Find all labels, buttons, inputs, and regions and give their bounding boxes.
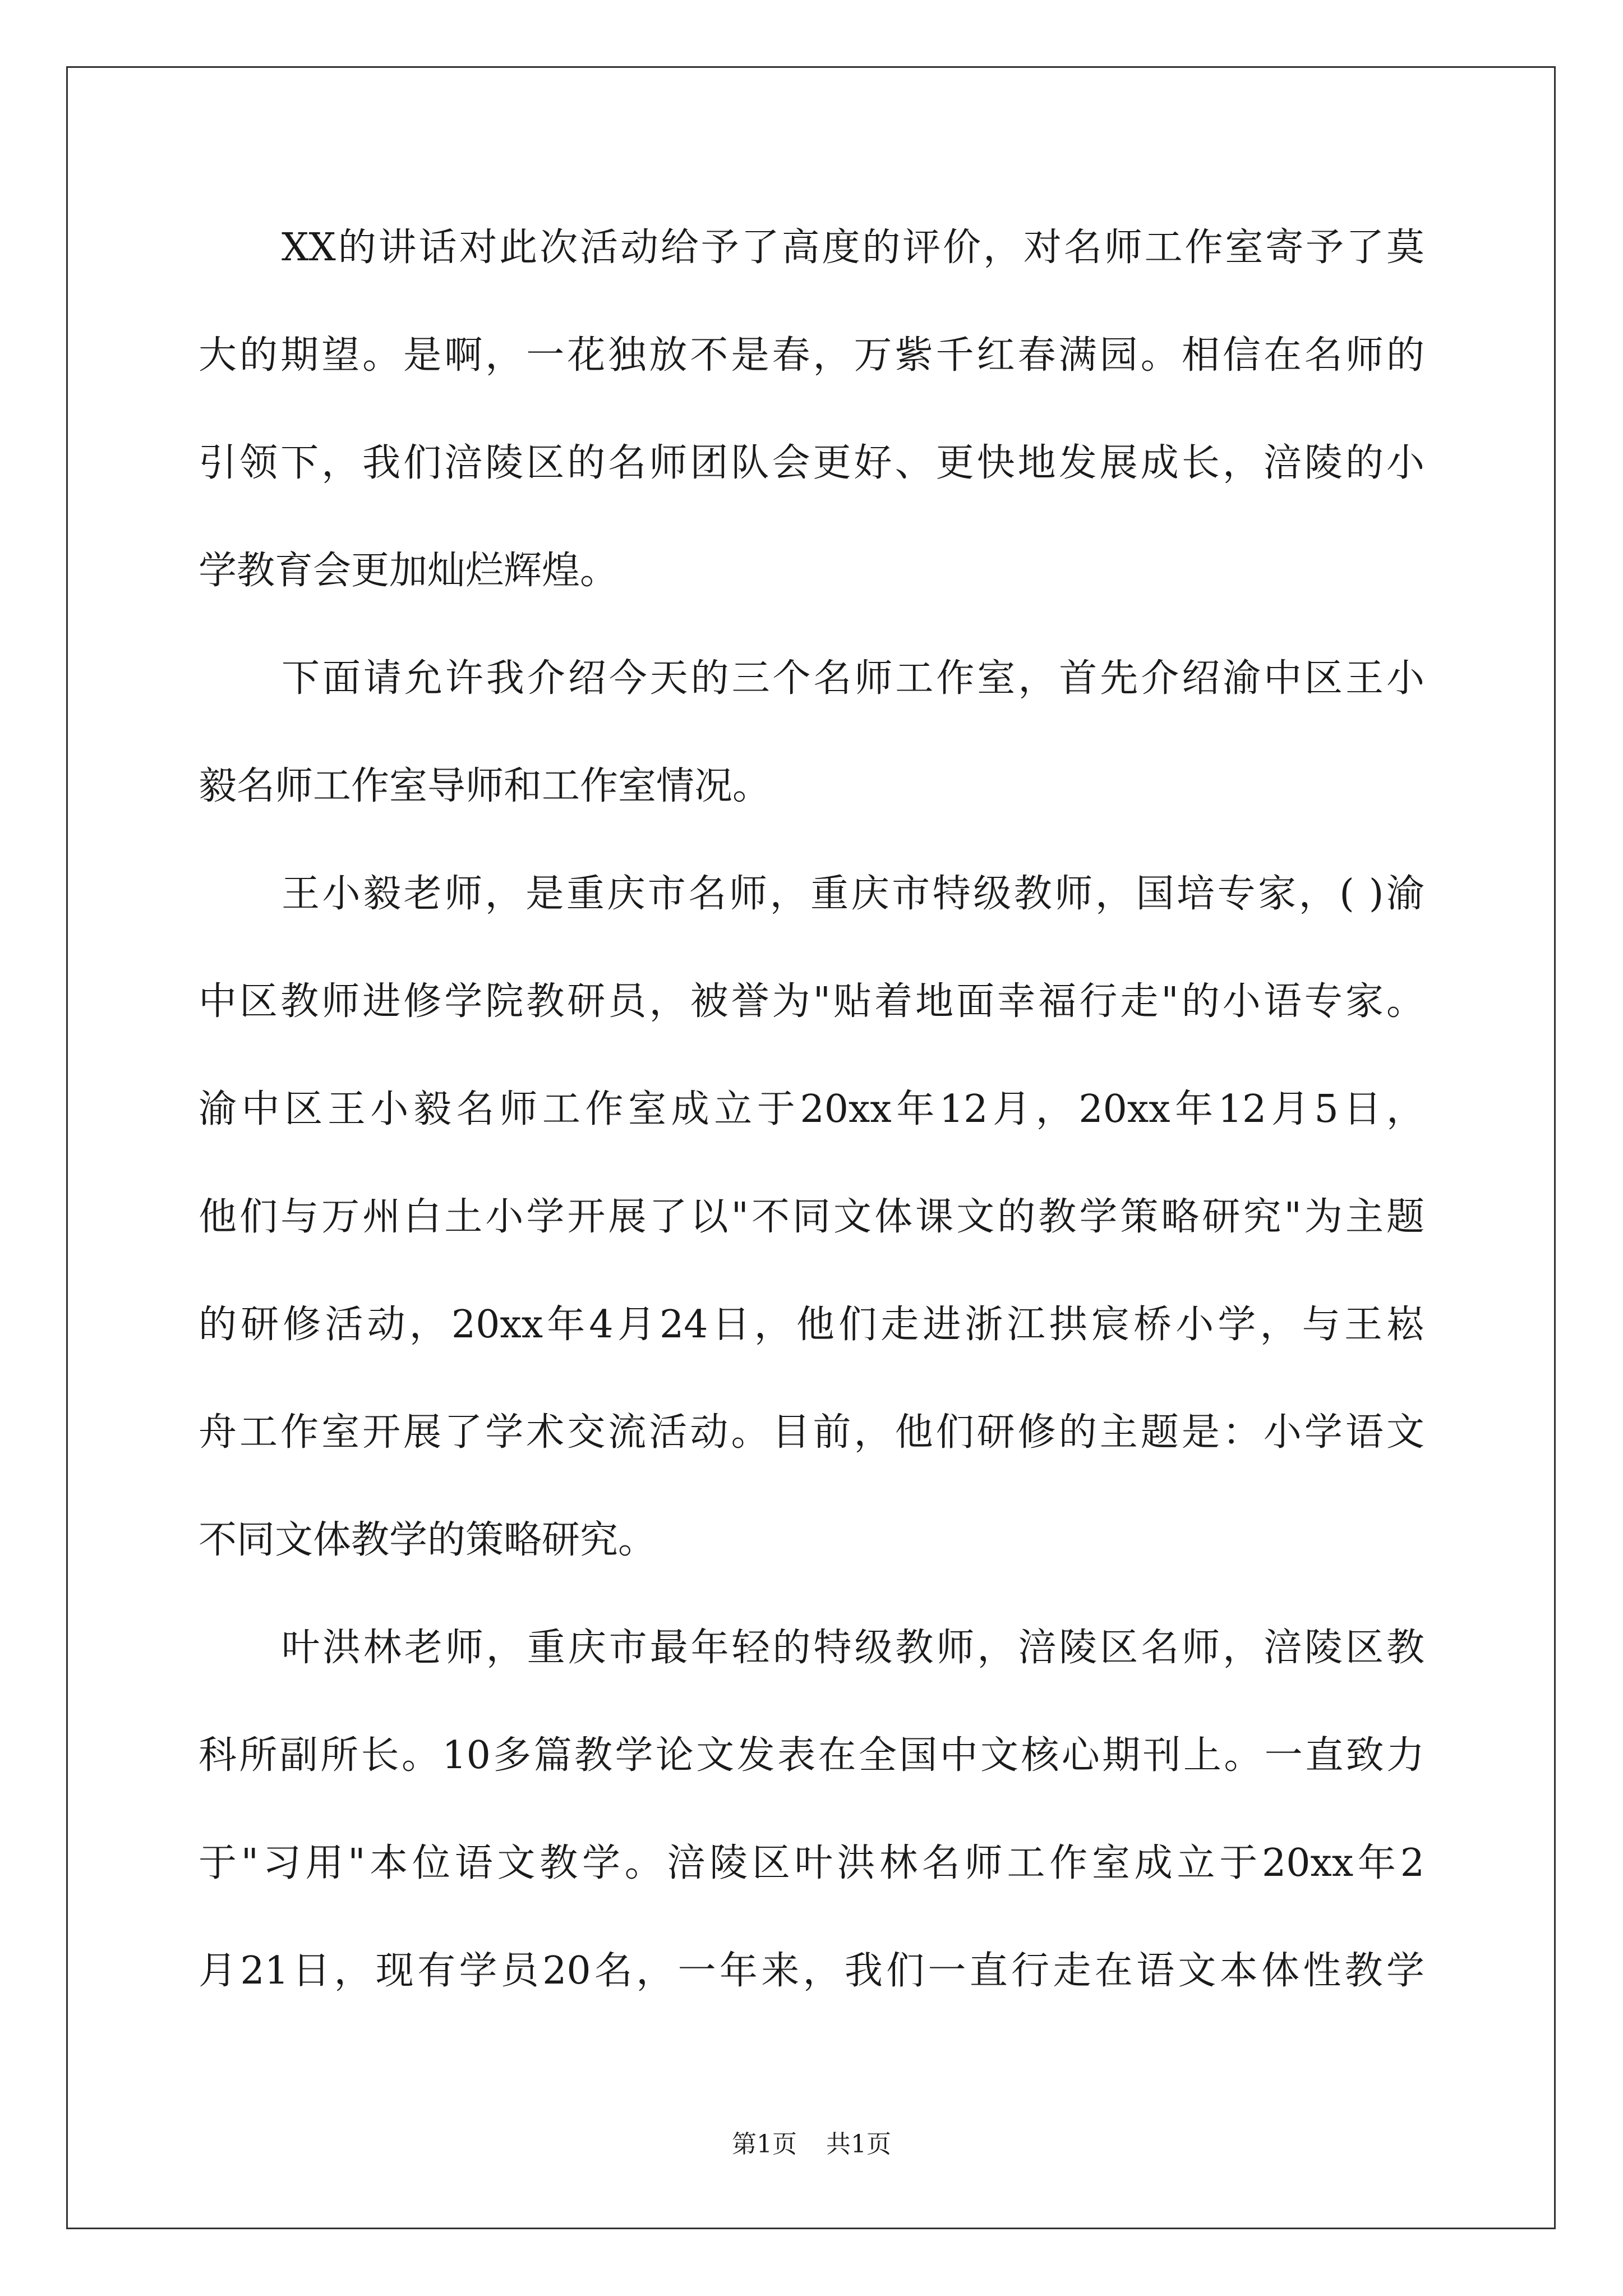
text-line: 他们与万州白土小学开展了以"不同文体课文的教学策略研究"为主题 xyxy=(199,1195,1424,1239)
text-line: 不同文体教学的策略研究。 xyxy=(199,1518,657,1562)
text-line: 的研修活动，20xx年4月24日，他们走进浙江拱宸桥小学，与王崧 xyxy=(199,1303,1424,1347)
text-line: 学教育会更加灿烂辉煌。 xyxy=(199,549,619,593)
text-line: 大的期望。是啊，一花独放不是春，万紫千红春满园。相信在名师的 xyxy=(199,333,1424,378)
page-number: 第1页 xyxy=(732,2130,797,2159)
text-line: 下面请允许我介绍今天的三个名师工作室，首先介绍渝中区王小 xyxy=(282,656,1424,701)
text-line: 渝中区王小毅名师工作室成立于20xx年12月，20xx年12月5日， xyxy=(199,1087,1424,1131)
text-line: 叶洪林老师，重庆市最年轻的特级教师，涪陵区名师，涪陵区教 xyxy=(282,1626,1424,1670)
page-total: 共1页 xyxy=(826,2130,891,2159)
text-line: 科所副所长。10多篇教学论文发表在全国中文核心期刊上。一直致力 xyxy=(199,1733,1424,1778)
page-footer xyxy=(0,2124,1623,2160)
text-line: 中区教师进修学院教研员，被誉为"贴着地面幸福行走"的小语专家。 xyxy=(199,979,1424,1024)
document-body xyxy=(199,214,1424,2045)
text-line: 舟工作室开展了学术交流活动。目前，他们研修的主题是：小学语文 xyxy=(199,1410,1424,1455)
text-line: 月21日，现有学员20名，一年来，我们一直行走在语文本体性教学 xyxy=(199,1949,1424,1993)
text-line: 毅名师工作室导师和工作室情况。 xyxy=(199,764,771,808)
text-line: XX的讲话对此次活动给予了高度的评价，对名师工作室寄予了莫 xyxy=(282,226,1424,270)
text-line: 引领下，我们涪陵区的名师团队会更好、更快地发展成长，涪陵的小 xyxy=(199,441,1424,485)
text-line: 于"习用"本位语文教学。涪陵区叶洪林名师工作室成立于20xx年2 xyxy=(199,1841,1424,1885)
text-line: 王小毅老师，是重庆市名师，重庆市特级教师，国培专家，( )渝 xyxy=(282,872,1424,916)
